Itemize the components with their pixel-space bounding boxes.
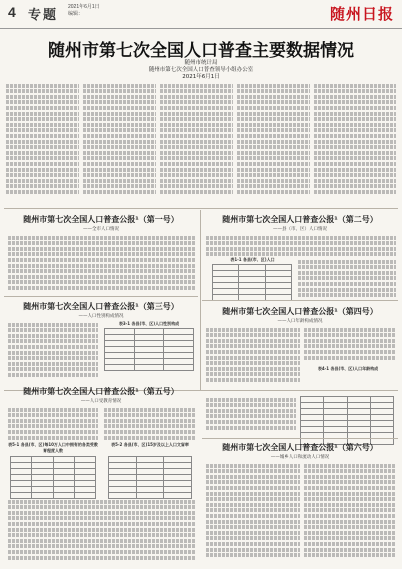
bulletin-2-body bbox=[206, 234, 396, 256]
masthead-meta bbox=[68, 4, 208, 18]
masthead-editor: 编辑： bbox=[68, 11, 84, 17]
issuer-line-2: 随州市第七次全国人口普查领导小组办公室 bbox=[148, 67, 254, 73]
divider bbox=[4, 208, 398, 209]
bulletin-4-body-2 bbox=[304, 326, 396, 360]
bulletin-2-subtitle: ——县（市、区）人口情况 bbox=[273, 227, 327, 232]
bulletin-4-notes bbox=[206, 396, 296, 434]
divider bbox=[4, 296, 198, 297]
bulletin-5-title: 随州市第七次全国人口普查公报¹（第五号） bbox=[23, 387, 179, 396]
intro-column-3 bbox=[160, 82, 233, 204]
table-1 bbox=[212, 264, 292, 301]
table-1-title: 表1-1 各县(市、区)人口 bbox=[230, 257, 275, 262]
table-2-title: 表3-1 各县(市、区)人口性别构成 bbox=[118, 321, 180, 326]
intro-column-1 bbox=[6, 82, 79, 204]
bulletin-6-title: 随州市第七次全国人口普查公报¹（第六号） bbox=[222, 443, 378, 452]
bulletin-6-subtitle: ——城乡人口和流动人口情况 bbox=[270, 455, 330, 460]
table-2 bbox=[104, 328, 194, 371]
table-5 bbox=[108, 456, 192, 499]
bulletin-5-body bbox=[8, 406, 98, 440]
table-4-title: 表5-1 各县(市、区)每10万人口中拥有的各类受教育程度人数 bbox=[8, 442, 98, 453]
bulletin-3-body bbox=[8, 321, 98, 381]
section-name: 专题 bbox=[28, 7, 59, 22]
page-headline: 随州市第七次全国人口普查主要数据情况 bbox=[48, 41, 354, 61]
intro-column-5 bbox=[314, 82, 396, 204]
bulletin-3-title: 随州市第七次全国人口普查公报¹（第三号） bbox=[23, 302, 179, 311]
issue-date: 2021年6月1日 bbox=[182, 74, 220, 80]
bulletin-1-title: 随州市第七次全国人口普查公报¹（第一号） bbox=[23, 215, 179, 224]
masthead bbox=[0, 0, 402, 29]
table-5-title: 表5-2 各县(市、区)15岁及以上人口文盲率 bbox=[111, 442, 189, 447]
divider bbox=[202, 438, 398, 439]
bulletin-4-body bbox=[206, 326, 300, 384]
issuer-line-1: 随州市统计局 bbox=[184, 60, 218, 66]
bulletin-6-body-2 bbox=[304, 462, 396, 562]
bulletin-6-body bbox=[206, 462, 300, 562]
bulletin-4-title: 随州市第七次全国人口普查公报¹（第四号） bbox=[222, 307, 378, 316]
bulletin-1-body bbox=[8, 234, 196, 292]
page-number: 4 bbox=[8, 4, 16, 20]
divider bbox=[202, 300, 398, 301]
bulletin-1-subtitle: ——全市人口情况 bbox=[83, 227, 119, 232]
bulletin-5-notes bbox=[8, 498, 196, 564]
bulletin-2-title: 随州市第七次全国人口普查公报¹（第二号） bbox=[222, 215, 378, 224]
divider bbox=[200, 210, 201, 390]
intro-column-4 bbox=[237, 82, 310, 204]
table-4 bbox=[10, 456, 96, 499]
bulletin-5-body-2 bbox=[104, 406, 196, 440]
bulletin-4-subtitle: ——人口年龄构成情况 bbox=[277, 319, 323, 324]
masthead-date: 2021年6月1日 bbox=[68, 4, 100, 10]
bulletin-3-subtitle: ——人口性别构成情况 bbox=[78, 314, 124, 319]
bulletin-2-notes bbox=[298, 258, 396, 298]
newspaper-logo: 随州日报 bbox=[329, 5, 394, 23]
table-3-title: 表4-1 各县(市、区)人口年龄构成 bbox=[317, 366, 379, 371]
intro-column-2 bbox=[83, 82, 156, 204]
bulletin-5-subtitle: ——人口受教育情况 bbox=[80, 399, 122, 404]
